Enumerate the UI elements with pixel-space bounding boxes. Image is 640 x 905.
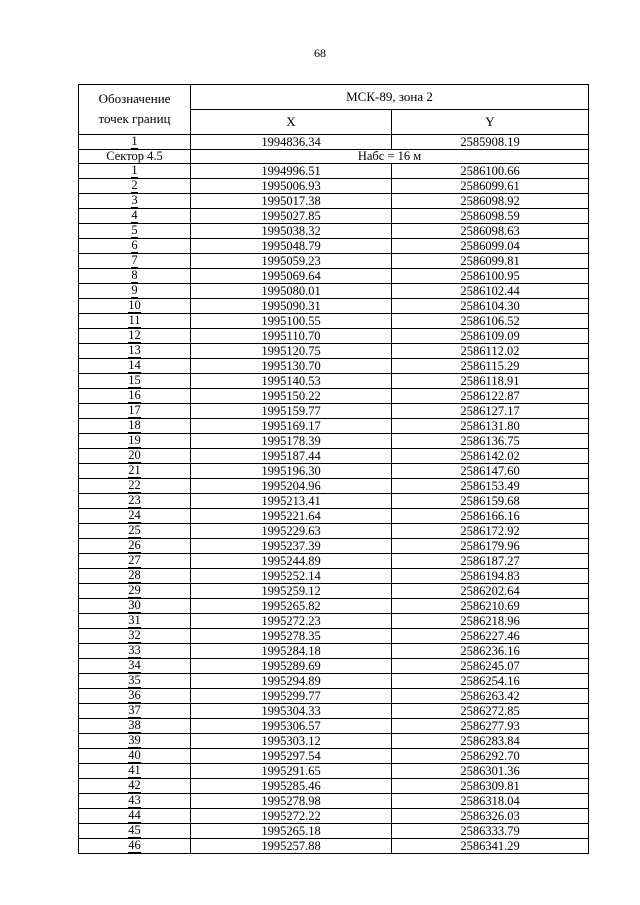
x-value: 1995285.46 [191,779,392,794]
x-value: 1995048.79 [191,239,392,254]
point-number: 26 [79,539,191,554]
point-number: 44 [79,809,191,824]
x-value: 1995278.98 [191,794,392,809]
table-row [79,269,589,284]
table-row [79,329,589,344]
point-number: 9 [79,284,191,299]
point-number: 20 [79,449,191,464]
point-number: 14 [79,359,191,374]
table-row [79,434,589,449]
x-value: 1995120.75 [191,344,392,359]
point-number: 34 [79,659,191,674]
y-value: 2586341.29 [392,839,589,854]
point-label-header [79,85,191,135]
point-label-line1: Обозначение [98,91,171,106]
x-value: 1995140.53 [191,374,392,389]
x-value: 1995252.14 [191,569,392,584]
table-row [79,359,589,374]
table-row [79,554,589,569]
x-column-header: X [191,110,392,135]
x-value: 1995265.18 [191,824,392,839]
x-value: 1995150.22 [191,389,392,404]
point-number: 38 [79,719,191,734]
table-row [79,419,589,434]
x-value: 1995229.63 [191,524,392,539]
x-value: 1995178.39 [191,434,392,449]
table-row [79,584,589,599]
y-value: 2586272.85 [392,704,589,719]
point-number: 7 [79,254,191,269]
x-value: 1995130.70 [191,359,392,374]
point-number: 43 [79,794,191,809]
x-value: 1995204.96 [191,479,392,494]
point-number: 15 [79,374,191,389]
header-row-1 [79,85,589,110]
point-number: 5 [79,224,191,239]
table-row [79,764,589,779]
point-number: 22 [79,479,191,494]
table-row [79,524,589,539]
y-value: 2586099.81 [392,254,589,269]
table-row [79,734,589,749]
table-row [79,284,589,299]
y-value: 2586099.04 [392,239,589,254]
point-number: 18 [79,419,191,434]
y-value: 2586098.59 [392,209,589,224]
y-value: 2586326.03 [392,809,589,824]
x-value: 1995272.22 [191,809,392,824]
x-value: 1995244.89 [191,554,392,569]
point-number: 12 [79,329,191,344]
point-number: 39 [79,734,191,749]
table-row [79,539,589,554]
x-value: 1995080.01 [191,284,392,299]
y-value: 2586098.92 [392,194,589,209]
y-value: 2586179.96 [392,539,589,554]
x-value: 1995278.35 [191,629,392,644]
x-value: 1995110.70 [191,329,392,344]
y-value: 2586127.17 [392,404,589,419]
table-row [79,779,589,794]
sector-height: Набс = 16 м [191,150,589,164]
point-number: 32 [79,629,191,644]
point-number: 23 [79,494,191,509]
table-row [79,839,589,854]
x-value: 1994996.51 [191,164,392,179]
table-row [79,209,589,224]
x-value: 1995291.65 [191,764,392,779]
x-value: 1995038.32 [191,224,392,239]
table-row [79,254,589,269]
table-row [79,135,589,150]
table-row [79,509,589,524]
table-row [79,314,589,329]
y-value: 2586122.87 [392,389,589,404]
point-number: 11 [79,314,191,329]
x-value: 1995017.38 [191,194,392,209]
y-value: 2586142.02 [392,449,589,464]
y-value: 2586263.42 [392,689,589,704]
x-value: 1995237.39 [191,539,392,554]
x-value: 1995257.88 [191,839,392,854]
table-row [79,569,589,584]
y-value: 2586292.70 [392,749,589,764]
y-value: 2586131.80 [392,419,589,434]
point-number: 28 [79,569,191,584]
y-value: 2586254.16 [392,674,589,689]
point-number: 45 [79,824,191,839]
point-number: 3 [79,194,191,209]
x-value: 1994836.34 [191,135,392,150]
point-number: 37 [79,704,191,719]
y-value: 2586283.84 [392,734,589,749]
point-number: 24 [79,509,191,524]
point-number: 8 [79,269,191,284]
point-number: 10 [79,299,191,314]
x-value: 1995297.54 [191,749,392,764]
table-row [79,404,589,419]
table-row [79,179,589,194]
y-value: 2586236.16 [392,644,589,659]
table-row [79,659,589,674]
table-row [79,689,589,704]
x-value: 1995006.93 [191,179,392,194]
y-column-header: Y [392,110,589,135]
point-number: 27 [79,554,191,569]
y-value: 2586166.16 [392,509,589,524]
point-number: 25 [79,524,191,539]
y-value: 2586194.83 [392,569,589,584]
table-row [79,299,589,314]
x-value: 1995100.55 [191,314,392,329]
x-value: 1995289.69 [191,659,392,674]
y-value: 2586218.96 [392,614,589,629]
x-value: 1995090.31 [191,299,392,314]
table-row [79,224,589,239]
x-value: 1995272.23 [191,614,392,629]
y-value: 2586309.81 [392,779,589,794]
y-value: 2586245.07 [392,659,589,674]
point-number: 1 [79,164,191,179]
point-number: 6 [79,239,191,254]
x-value: 1995187.44 [191,449,392,464]
point-number: 31 [79,614,191,629]
x-value: 1995213.41 [191,494,392,509]
point-number: 21 [79,464,191,479]
y-value: 2586106.52 [392,314,589,329]
point-number: 33 [79,644,191,659]
table-row [79,479,589,494]
y-value: 2586202.64 [392,584,589,599]
y-value: 2586153.49 [392,479,589,494]
table-row [79,344,589,359]
table-row [79,824,589,839]
table-row [79,749,589,764]
point-number: 16 [79,389,191,404]
y-value: 2586159.68 [392,494,589,509]
coordinates-table [78,84,589,854]
x-value: 1995294.89 [191,674,392,689]
x-value: 1995159.77 [191,404,392,419]
y-value: 2586172.92 [392,524,589,539]
y-value: 2586098.63 [392,224,589,239]
x-value: 1995069.64 [191,269,392,284]
page-number: 68 [314,46,326,60]
table-row [79,644,589,659]
table-row [79,389,589,404]
sector-row [79,150,589,164]
x-value: 1995284.18 [191,644,392,659]
x-value: 1995259.12 [191,584,392,599]
table-row [79,704,589,719]
point-number: 35 [79,674,191,689]
table-row [79,629,589,644]
y-value: 2586104.30 [392,299,589,314]
point-number: 41 [79,764,191,779]
x-value: 1995059.23 [191,254,392,269]
coordinate-system-header: МСК-89, зона 2 [191,85,589,110]
x-value: 1995303.12 [191,734,392,749]
y-value: 2586147.60 [392,464,589,479]
point-number: 1 [79,135,191,150]
y-value: 2586109.09 [392,329,589,344]
y-value: 2586102.44 [392,284,589,299]
sector-name: Сектор 4.5 [79,150,191,164]
table-row [79,164,589,179]
y-value: 2586210.69 [392,599,589,614]
point-label-line2: точек границ [98,111,171,126]
table-row [79,464,589,479]
table-row [79,599,589,614]
table-row [79,194,589,209]
table-row [79,719,589,734]
y-value: 2586277.93 [392,719,589,734]
point-number: 17 [79,404,191,419]
y-value: 2586112.02 [392,344,589,359]
y-value: 2585908.19 [392,135,589,150]
y-value: 2586301.36 [392,764,589,779]
point-number: 2 [79,179,191,194]
table-row [79,809,589,824]
table-row [79,449,589,464]
y-value: 2586333.79 [392,824,589,839]
y-value: 2586227.46 [392,629,589,644]
table-row [79,494,589,509]
x-value: 1995196.30 [191,464,392,479]
point-number: 42 [79,779,191,794]
y-value: 2586118.91 [392,374,589,389]
y-value: 2586187.27 [392,554,589,569]
table-row [79,374,589,389]
point-number: 46 [79,839,191,854]
point-number: 40 [79,749,191,764]
table-row [79,614,589,629]
y-value: 2586136.75 [392,434,589,449]
x-value: 1995306.57 [191,719,392,734]
y-value: 2586115.29 [392,359,589,374]
x-value: 1995304.33 [191,704,392,719]
y-value: 2586318.04 [392,794,589,809]
point-number: 13 [79,344,191,359]
x-value: 1995299.77 [191,689,392,704]
point-number: 30 [79,599,191,614]
x-value: 1995265.82 [191,599,392,614]
point-number: 4 [79,209,191,224]
table-row [79,239,589,254]
y-value: 2586100.95 [392,269,589,284]
point-number: 36 [79,689,191,704]
x-value: 1995169.17 [191,419,392,434]
point-number: 19 [79,434,191,449]
x-value: 1995027.85 [191,209,392,224]
x-value: 1995221.64 [191,509,392,524]
table-row [79,794,589,809]
table-row [79,674,589,689]
y-value: 2586100.66 [392,164,589,179]
y-value: 2586099.61 [392,179,589,194]
point-number: 29 [79,584,191,599]
